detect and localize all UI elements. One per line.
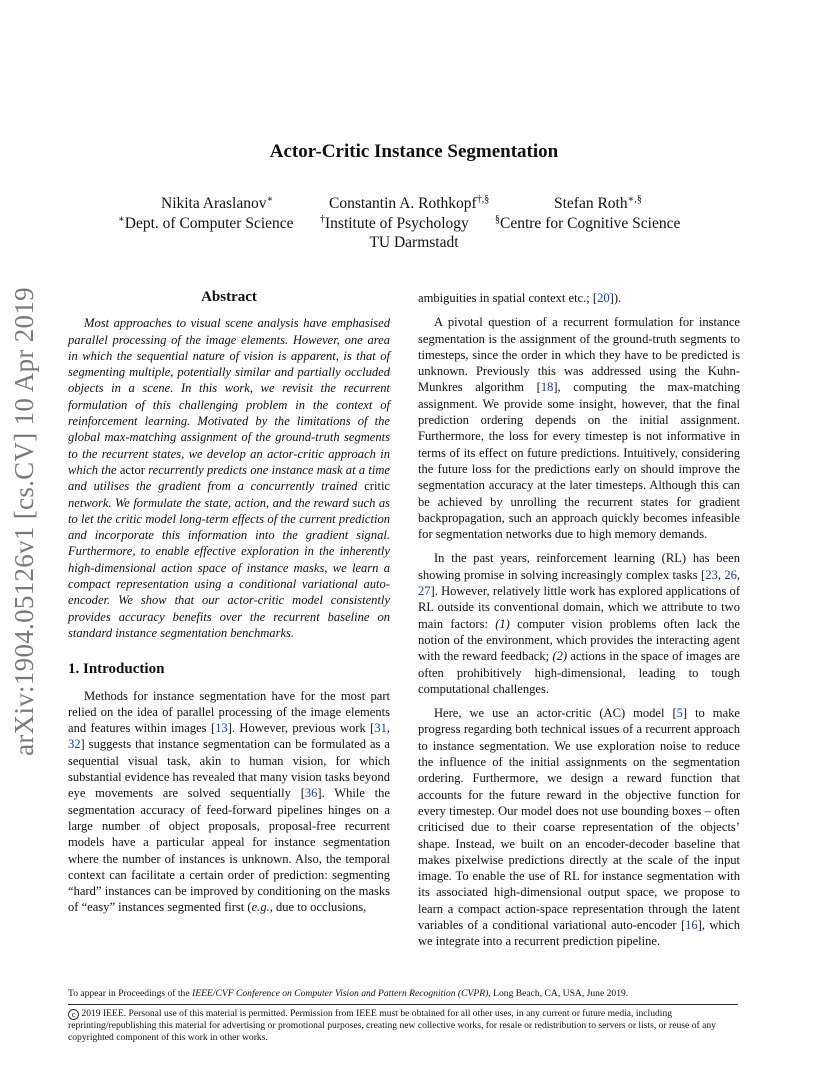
intro-paragraph-1 — [68, 688, 390, 916]
venue-footnote — [68, 988, 760, 1000]
affiliation-3-mark: § — [495, 214, 500, 225]
intro-p3-enum-1: (1) — [495, 616, 510, 631]
affiliation-3-text: Centre for Cognitive Science — [500, 215, 681, 233]
intro-p3-text-4: ]. However, relatively little work has explored applications of RL outside its conventional domain, which we attribute to two main factors: — [418, 584, 740, 631]
intro-p1-text-1: Methods for instance segmentation have for the most part relied on the idea of parallel processing of the image elements and features within images [ — [68, 688, 390, 736]
intro-p1-text-3: , — [386, 721, 391, 736]
copyright-notice — [68, 1008, 742, 1043]
intro-paragraph-2 — [418, 314, 740, 542]
author-1-mark: ∗ — [266, 194, 274, 205]
author-2-mark: †,§ — [476, 194, 490, 205]
abstract-body — [68, 315, 390, 641]
intro-paragraph-3 — [418, 550, 740, 697]
citation-link[interactable]: 13 — [215, 721, 228, 736]
author-3 — [554, 194, 642, 213]
affiliation-1-mark: ∗ — [118, 214, 125, 225]
intro-p3-text-3: , — [736, 567, 741, 582]
abstract-heading: Abstract — [201, 289, 257, 305]
intro-p1c-text-2: ]). — [609, 291, 622, 305]
intro-p1-text-2: ]. However, previous work [ — [227, 721, 375, 736]
copyright-icon: c — [68, 1009, 79, 1020]
arxiv-identifier — [4, 286, 44, 756]
citation-link[interactable]: 5 — [676, 706, 683, 721]
section-heading-introduction: 1. Introduction — [68, 661, 165, 678]
citation-link[interactable]: 23 — [705, 567, 718, 582]
venue-text-2: , Long Beach, CA, USA, June 2019. — [488, 988, 629, 999]
intro-p2-text-2: ], computing the max-matching assignment. We provide some insight, however, that the final prediction ordering depends on the initial assignment. Furthermore, the loss for every timestep is not informative in terms of its effect on future predictions. Intuitively, considering the future loss for the predictions early on should improve the segmentation accuracy at the later timesteps. Although this can be achieved by unrolling the recurrent states for gradient backpropagation, such an approach quickly becomes infeasible for segmentation networks due to high memory demands. — [418, 380, 740, 542]
author-2 — [329, 194, 489, 213]
venue-conference: IEEE/CVF Conference on Computer Vision and Pattern Recognition (CVPR) — [192, 988, 489, 999]
intro-p3-text-2: , — [717, 567, 725, 582]
intro-p4-text-1: Here, we use an actor-critic (AC) model [ — [434, 706, 677, 721]
author-3-name: Stefan Roth — [554, 195, 628, 213]
left-column — [68, 289, 390, 924]
abstract-text-2: recurrently predicts one instance mask at a time and utilises the gradient from a concurrently trained — [68, 462, 390, 494]
citation-link[interactable]: 36 — [304, 786, 318, 801]
citation-link[interactable]: 27 — [418, 584, 431, 599]
affiliation-1-text: Dept. of Computer Science — [124, 215, 294, 233]
author-2-name: Constantin A. Rothkopf — [329, 195, 477, 213]
author-3-mark: ∗,§ — [627, 194, 642, 205]
author-1-name: Nikita Araslanov — [161, 195, 267, 213]
abstract-term-actor: actor — [119, 462, 145, 477]
citation-link[interactable]: 32 — [68, 737, 81, 752]
affiliation-2 — [320, 214, 469, 233]
citation-link[interactable]: 16 — [685, 917, 698, 932]
paper-title: Actor-Critic Instance Segmentation — [269, 141, 559, 162]
affiliation-1 — [118, 214, 294, 233]
intro-p1-text-4: ] suggests that instance segmentation can be formulated as a sequential visual task, akin to human vision, for which substantial evidence has revealed that many vision tasks beyond eye movements are solved sequentially [ — [68, 737, 390, 801]
right-column — [418, 290, 740, 958]
affiliation-2-mark: † — [320, 214, 325, 225]
intro-p1-text-6: , due to occlusions, — [269, 900, 367, 915]
citation-link[interactable]: 26 — [724, 567, 737, 582]
arxiv-id-text: arXiv:1904.05126v1 [cs.CV] 10 Apr 2019 — [8, 286, 39, 756]
intro-paragraph-1-continued — [418, 290, 740, 306]
venue-text-1: To appear in Proceedings of the — [68, 988, 193, 999]
author-1 — [161, 194, 273, 213]
footnote-divider — [68, 1004, 738, 1005]
abstract-text-1: Most approaches to visual scene analysis have emphasised parallel processing of the image elements. However, one area in which the sequential nature of vision is apparent, is that of segmenting multiple, potentially similar and partially occluded objects in a scene. In this work, we revisit the recurrent formulation of this challenging problem in the context of reinforcement learning. Motivated by the limitations of the global max-matching assignment of the ground-truth segments to the recurrent states, we develop an actor-critic approach in which the — [68, 316, 390, 477]
intro-p1c-text-1: ambiguities in spatial context etc.; [ — [418, 291, 598, 305]
intro-p4-text-3: ], which we integrate into a recurrent prediction pipeline. — [418, 917, 740, 949]
intro-p3-text-6: actions in the space of images are often prohibitively high-dimensional, leading to tough computational challenges. — [418, 649, 740, 696]
intro-p3-text-5: computer vision problems often lack the notion of the environment, which provides the interacting agent with the reward feedback; — [418, 616, 741, 664]
copyright-text: 2019 IEEE. Personal use of this material is permitted. Permission from IEEE must be obtained for all other uses, in any current or future media, including reprinting/republishing this material for advertising or promotional purposes, creating new collective works, for resale or redistribution to servers or lists, or reuse of any copyrighted component of this work in other works. — [68, 1008, 716, 1043]
abstract-term-critic: critic — [364, 479, 390, 494]
affiliation-2-text: Institute of Psychology — [325, 215, 469, 233]
intro-p4-text-2: ] to make progress regarding both technical issues of a recurrent approach to instance segmentation. We use exploration noise to reduce the influence of the initial assignments on the segmentation ordering. Furthermore, we design a reward function that accounts for the future reward in the objective function for every timestep. Our model does not use bounding boxes – often criticised due to their coarse representation of the objects’ shape. Instead, we built on an encoder-decoder baseline that makes pixelwise predictions directly at the scale of the input image. To enable the use of RL for instance segmentation with its associated high-dimensional output space, we propose to learn a compact action-space representation through the latent variables of a conditional variational auto-encoder [ — [418, 706, 740, 932]
abstract-text-3: network. We formulate the state, action, and the reward such as to let the critic model long-term effects of the current prediction and incorporate this information into the gradient signal. Furthermore, to enable effective exploration in the inherently high-dimensional action space of instance masks, we learn a compact representation using a conditional variational auto-encoder. We show that our actor-critic model consistently provides accuracy benefits over the recurrent baseline on standard instance segmentation benchmarks. — [68, 495, 390, 640]
intro-p3-enum-2: (2) — [552, 649, 568, 664]
intro-p1-eg: e.g. — [251, 900, 270, 915]
intro-p2-text-1: A pivotal question of a recurrent formulation for instance segmentation is the assignment of the ground-truth segments to timesteps, since the order in which they have to be predicted is unknown. Previously this was addressed using the Kuhn-Munkres algorithm [ — [418, 315, 740, 395]
citation-link[interactable]: 18 — [540, 380, 554, 395]
intro-p3-text-1: In the past years, reinforcement learning (RL) has been showing promise in solving increasingly complex tasks [ — [418, 551, 740, 582]
intro-p1-text-5: ]. While the segmentation accuracy of feed-forward pipelines hinges on a large number of object proposals, proposal-free recurrent models have a particular appeal for instance segmentation where the number of instances is unknown. Also, the temporal context can facilitate a certain order of prediction: segmenting “hard” instances can be improved by conditioning on the masks of “easy” instances segmented first ( — [68, 786, 390, 915]
university: TU Darmstadt — [369, 234, 459, 251]
citation-link[interactable]: 31 — [374, 721, 387, 736]
affiliation-3 — [495, 214, 680, 233]
intro-paragraph-4 — [418, 705, 740, 949]
citation-link[interactable]: 20 — [597, 291, 610, 305]
